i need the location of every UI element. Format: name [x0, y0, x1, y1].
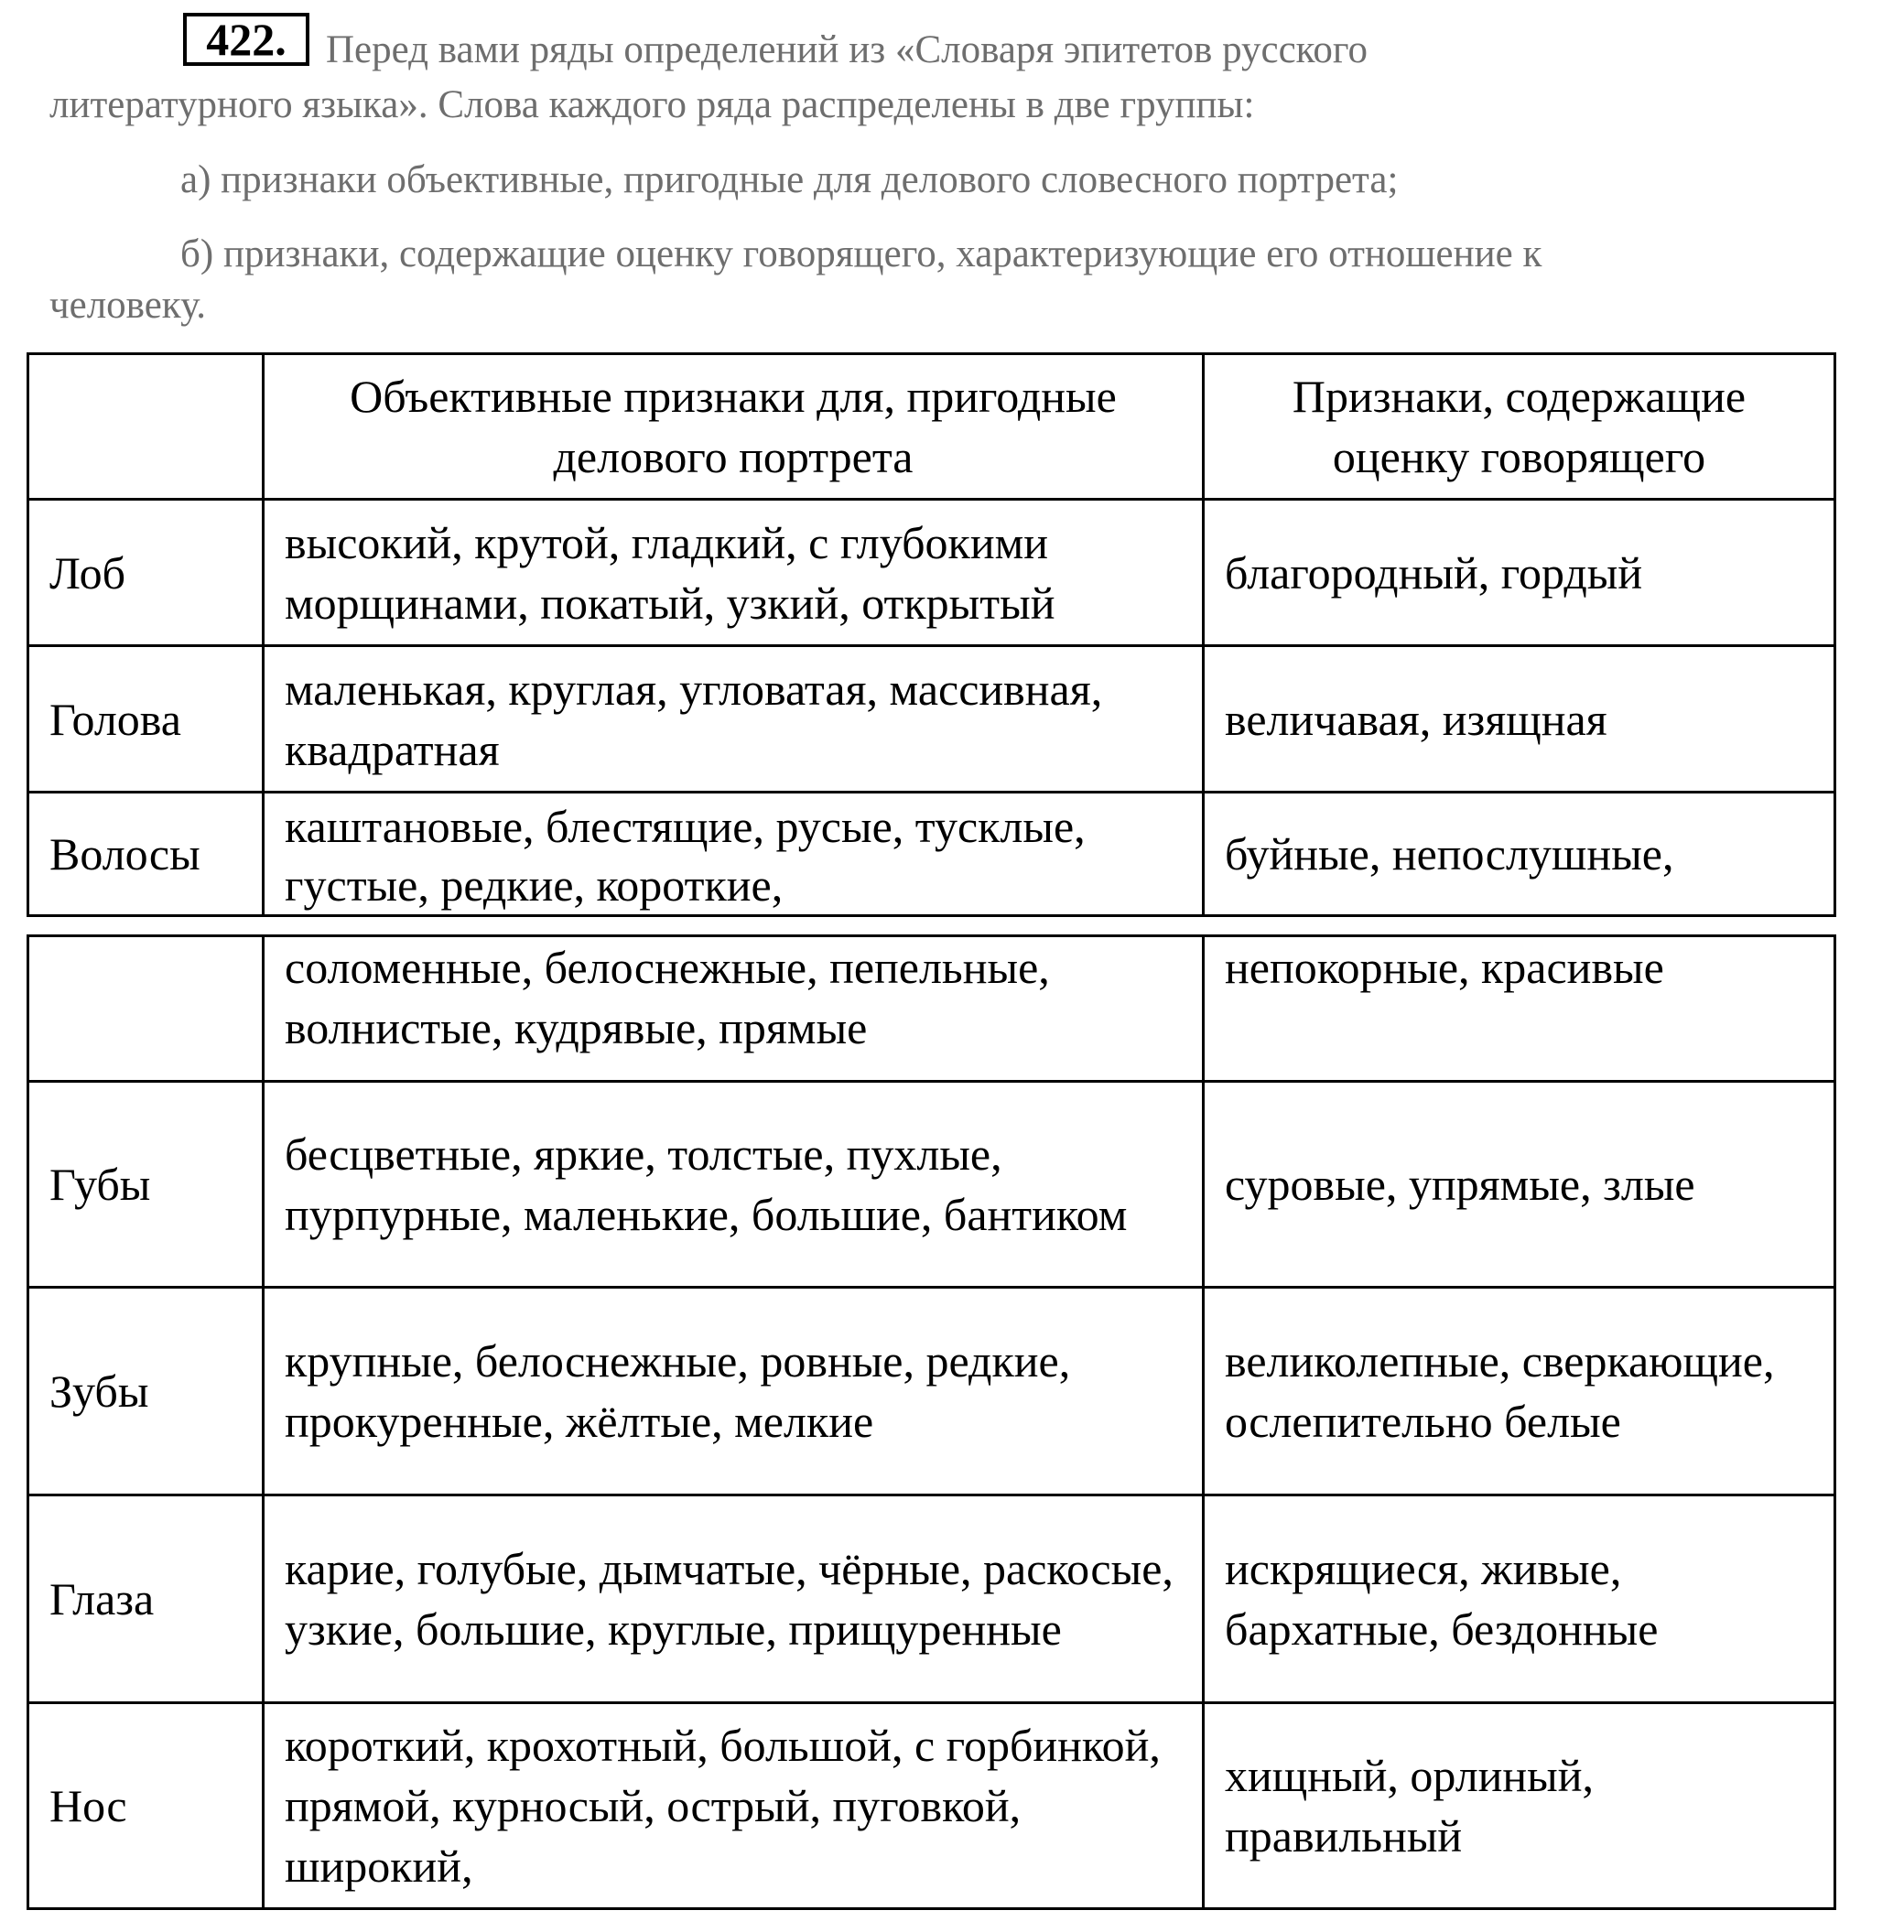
objective-cell: маленькая, круглая, угловатая, массивная, квадратная	[264, 646, 1204, 793]
evaluative-cell: великолепные, сверкающие, ослепительно белые	[1204, 1288, 1835, 1495]
feature-cell: Лоб	[28, 500, 264, 646]
feature-cell	[28, 936, 264, 1082]
evaluative-cell: хищный, орлиный, правильный	[1204, 1703, 1835, 1909]
epithets-table-part-1	[27, 352, 1836, 917]
table-row	[28, 1082, 1835, 1288]
header-feature	[28, 354, 264, 500]
table-row	[28, 1288, 1835, 1495]
intro-line-1: Перед вами ряды определений из «Словаря эпитетов русского	[326, 28, 1368, 71]
evaluative-cell: непокорные, красивые	[1204, 936, 1835, 1082]
table-row	[28, 646, 1835, 793]
objective-cell: короткий, крохотный, большой, с горбинкой, прямой, курносый, острый, пуговкой, широкий,	[264, 1703, 1204, 1909]
exercise-number: 422.	[183, 13, 309, 66]
feature-cell: Волосы	[28, 793, 264, 916]
evaluative-cell: искрящиеся, живые, бархатные, бездонные	[1204, 1495, 1835, 1703]
objective-cell: крупные, белоснежные, ровные, редкие, прокуренные, жёлтые, мелкие	[264, 1288, 1204, 1495]
objective-cell: карие, голубые, дымчатые, чёрные, раскосые, узкие, большие, круглые, прищуренные	[264, 1495, 1204, 1703]
evaluative-cell: благородный, гордый	[1204, 500, 1835, 646]
table-row	[28, 1703, 1835, 1909]
feature-cell: Нос	[28, 1703, 264, 1909]
objective-cell: высокий, крутой, гладкий, с глубокими морщинами, покатый, узкий, открытый	[264, 500, 1204, 646]
evaluative-cell: буйные, непослушные,	[1204, 793, 1835, 916]
feature-cell: Глаза	[28, 1495, 264, 1703]
header-objective: Объективные признаки для, пригодные делового портрета	[264, 354, 1204, 500]
feature-cell: Зубы	[28, 1288, 264, 1495]
table-header-row	[28, 354, 1835, 500]
intro-line-2: литературного языка». Слова каждого ряда распределены в две группы:	[49, 83, 1255, 126]
table-row	[28, 936, 1835, 1082]
evaluative-cell: суровые, упрямые, злые	[1204, 1082, 1835, 1288]
feature-cell: Голова	[28, 646, 264, 793]
table-row	[28, 1495, 1835, 1703]
objective-cell: каштановые, блестящие, русые, тусклые, густые, редкие, короткие,	[264, 793, 1204, 916]
epithets-table-part-2	[27, 934, 1836, 1910]
item-b-line-1: б) признаки, содержащие оценку говорящего, характеризующие его отношение к	[180, 232, 1542, 275]
table-row	[28, 500, 1835, 646]
feature-cell: Губы	[28, 1082, 264, 1288]
header-evaluative: Признаки, содержащие оценку говорящего	[1204, 354, 1835, 500]
objective-cell: соломенные, белоснежные, пепельные, волнистые, кудрявые, прямые	[264, 936, 1204, 1082]
objective-cell: бесцветные, яркие, толстые, пухлые, пурпурные, маленькие, большие, бантиком	[264, 1082, 1204, 1288]
evaluative-cell: величавая, изящная	[1204, 646, 1835, 793]
item-b-line-2: человеку.	[49, 284, 207, 327]
item-a: а) признаки объективные, пригодные для делового словесного портрета;	[180, 158, 1399, 201]
table-row	[28, 793, 1835, 916]
